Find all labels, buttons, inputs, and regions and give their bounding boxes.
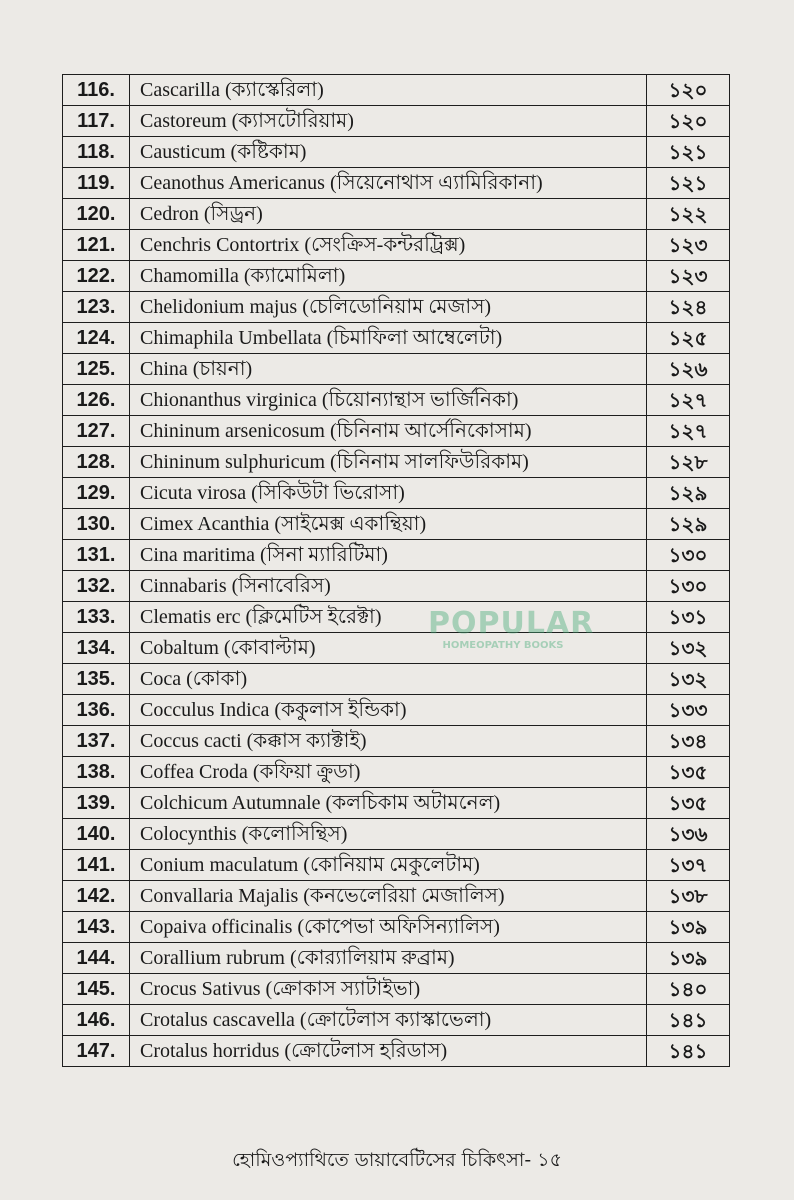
table-row <box>63 664 730 695</box>
page-footer: হোমিওপ্যাথিতে ডায়াবেটিসের চিকিৎসা- ১৫ <box>232 1149 562 1171</box>
table-row <box>63 540 730 571</box>
entry-number: 126. <box>63 385 130 416</box>
remedy-name: Chimaphila Umbellata (চিমাফিলা আম্বেলেটা) <box>130 323 647 354</box>
table-row <box>63 261 730 292</box>
entry-number: 137. <box>63 726 130 757</box>
entry-number: 135. <box>63 664 130 695</box>
entry-number: 129. <box>63 478 130 509</box>
remedy-name: Crotalus horridus (ক্রোটেলাস হরিডাস) <box>130 1036 647 1067</box>
entry-number: 142. <box>63 881 130 912</box>
page-number: ১৩৩ <box>647 695 730 726</box>
page-number: ১৩৫ <box>647 788 730 819</box>
entry-number: 120. <box>63 199 130 230</box>
remedy-name: Colocynthis (কলোসিন্থিস) <box>130 819 647 850</box>
remedy-name: Cenchris Contortrix (সেংক্রিস-কন্টরট্রিক্স) <box>130 230 647 261</box>
page-number: ১২৬ <box>647 354 730 385</box>
page-number: ১২৩ <box>647 230 730 261</box>
page-number: ১২৭ <box>647 385 730 416</box>
page-number: ১৩৯ <box>647 943 730 974</box>
table-row <box>63 354 730 385</box>
table-row <box>63 633 730 664</box>
page-number: ১২৯ <box>647 509 730 540</box>
entry-number: 123. <box>63 292 130 323</box>
page-number: ১৩৪ <box>647 726 730 757</box>
table-row <box>63 137 730 168</box>
remedy-name: Coca (কোকা) <box>130 664 647 695</box>
page-number: ১৪১ <box>647 1036 730 1067</box>
table-row <box>63 695 730 726</box>
page-number: ১২৮ <box>647 447 730 478</box>
table-row <box>63 416 730 447</box>
remedy-name: Cinnabaris (সিনাবেরিস) <box>130 571 647 602</box>
page-number: ১২০ <box>647 106 730 137</box>
table-row <box>63 199 730 230</box>
entry-number: 118. <box>63 137 130 168</box>
remedy-name: Cina maritima (সিনা ম্যারিটিমা) <box>130 540 647 571</box>
remedy-name: Chamomilla (ক্যামোমিলা) <box>130 261 647 292</box>
remedy-name: Cimex Acanthia (সাইমেক্স একান্থিয়া) <box>130 509 647 540</box>
table-row <box>63 602 730 633</box>
remedy-name: Crocus Sativus (ক্রোকাস স্যাটাইভা) <box>130 974 647 1005</box>
remedy-name: Conium maculatum (কোনিয়াম মেকুলেটাম) <box>130 850 647 881</box>
remedy-name: Castoreum (ক্যাসটোরিয়াম) <box>130 106 647 137</box>
remedy-name: Cascarilla (ক্যাস্কেরিলা) <box>130 75 647 106</box>
remedy-name: Clematis erc (ক্লিমেটিস ইরেক্টা) <box>130 602 647 633</box>
table-row <box>63 571 730 602</box>
page-number: ১৩৫ <box>647 757 730 788</box>
page-number: ১৩৬ <box>647 819 730 850</box>
remedy-name: Chininum sulphuricum (চিনিনাম সালফিউরিকাম) <box>130 447 647 478</box>
entry-number: 125. <box>63 354 130 385</box>
remedy-name: Ceanothus Americanus (সিয়েনোথাস এ্যামিরিকানা) <box>130 168 647 199</box>
entry-number: 134. <box>63 633 130 664</box>
table-row <box>63 943 730 974</box>
table-row <box>63 974 730 1005</box>
page-number: ১২৯ <box>647 478 730 509</box>
table-row <box>63 757 730 788</box>
remedy-name: Crotalus cascavella (ক্রোটেলাস ক্যাস্কাভেলা) <box>130 1005 647 1036</box>
entry-number: 146. <box>63 1005 130 1036</box>
remedy-name: Coffea Croda (কফিয়া ক্রুডা) <box>130 757 647 788</box>
entry-number: 136. <box>63 695 130 726</box>
entry-number: 141. <box>63 850 130 881</box>
page-number: ১৪০ <box>647 974 730 1005</box>
remedy-name: Corallium rubrum (কোর‍্যালিয়াম রুব্রাম) <box>130 943 647 974</box>
table-row <box>63 292 730 323</box>
remedy-name: Cobaltum (কোবাল্টাম) <box>130 633 647 664</box>
page-number: ১৩০ <box>647 540 730 571</box>
page-number: ১২৪ <box>647 292 730 323</box>
remedy-name: China (চায়না) <box>130 354 647 385</box>
page-number: ১২৭ <box>647 416 730 447</box>
contents-table-body <box>63 75 730 1067</box>
table-row <box>63 75 730 106</box>
entry-number: 119. <box>63 168 130 199</box>
entry-number: 130. <box>63 509 130 540</box>
entry-number: 144. <box>63 943 130 974</box>
table-row <box>63 509 730 540</box>
remedy-name: Cedron (সিড্রন) <box>130 199 647 230</box>
page-number: ১৩২ <box>647 633 730 664</box>
table-row <box>63 106 730 137</box>
table-row <box>63 819 730 850</box>
entry-number: 128. <box>63 447 130 478</box>
page-number: ১৪১ <box>647 1005 730 1036</box>
entry-number: 124. <box>63 323 130 354</box>
entry-number: 121. <box>63 230 130 261</box>
table-row <box>63 726 730 757</box>
entry-number: 147. <box>63 1036 130 1067</box>
page-number: ১২১ <box>647 137 730 168</box>
remedy-name: Coccus cacti (কক্কাস ক্যাক্টাই) <box>130 726 647 757</box>
page-number: ১৩১ <box>647 602 730 633</box>
page-number: ১৩৮ <box>647 881 730 912</box>
remedy-name: Chionanthus virginica (চিয়োন্যান্থাস ভার্জিনিকা) <box>130 385 647 416</box>
entry-number: 132. <box>63 571 130 602</box>
page-number: ১২২ <box>647 199 730 230</box>
page-number: ১৩৭ <box>647 850 730 881</box>
contents-table <box>62 74 730 1067</box>
table-row <box>63 881 730 912</box>
table-row <box>63 788 730 819</box>
entry-number: 138. <box>63 757 130 788</box>
table-row <box>63 850 730 881</box>
remedy-name: Chininum arsenicosum (চিনিনাম আর্সেনিকোসাম) <box>130 416 647 447</box>
entry-number: 127. <box>63 416 130 447</box>
page-number: ১২৩ <box>647 261 730 292</box>
entry-number: 139. <box>63 788 130 819</box>
remedy-name: Causticum (কষ্টিকাম) <box>130 137 647 168</box>
entry-number: 145. <box>63 974 130 1005</box>
table-row <box>63 478 730 509</box>
entry-number: 131. <box>63 540 130 571</box>
watermark-title: POPULAR <box>428 606 595 641</box>
page-number: ১২০ <box>647 75 730 106</box>
table-row <box>63 912 730 943</box>
entry-number: 122. <box>63 261 130 292</box>
entry-number: 143. <box>63 912 130 943</box>
watermark-subtitle: HOMEOPATHY BOOKS <box>442 640 564 651</box>
remedy-name: Colchicum Autumnale (কলচিকাম অটামনেল) <box>130 788 647 819</box>
remedy-name: Cicuta virosa (সিকিউটা ভিরোসা) <box>130 478 647 509</box>
remedy-name: Chelidonium majus (চেলিডোনিয়াম মেজাস) <box>130 292 647 323</box>
remedy-name: Cocculus Indica (ককুলাস ইন্ডিকা) <box>130 695 647 726</box>
page-number: ১২৫ <box>647 323 730 354</box>
remedy-name: Copaiva officinalis (কোপেভা অফিসিন্যালিস) <box>130 912 647 943</box>
table-row <box>63 1036 730 1067</box>
table-row <box>63 447 730 478</box>
page-number: ১২১ <box>647 168 730 199</box>
page-number: ১৩০ <box>647 571 730 602</box>
table-row <box>63 230 730 261</box>
remedy-name: Convallaria Majalis (কনভেলেরিয়া মেজালিস) <box>130 881 647 912</box>
entry-number: 133. <box>63 602 130 633</box>
page-number: ১৩৯ <box>647 912 730 943</box>
entry-number: 117. <box>63 106 130 137</box>
table-row <box>63 385 730 416</box>
page-number: ১৩২ <box>647 664 730 695</box>
table-row <box>63 168 730 199</box>
table-row <box>63 1005 730 1036</box>
table-row <box>63 323 730 354</box>
entry-number: 140. <box>63 819 130 850</box>
entry-number: 116. <box>63 75 130 106</box>
